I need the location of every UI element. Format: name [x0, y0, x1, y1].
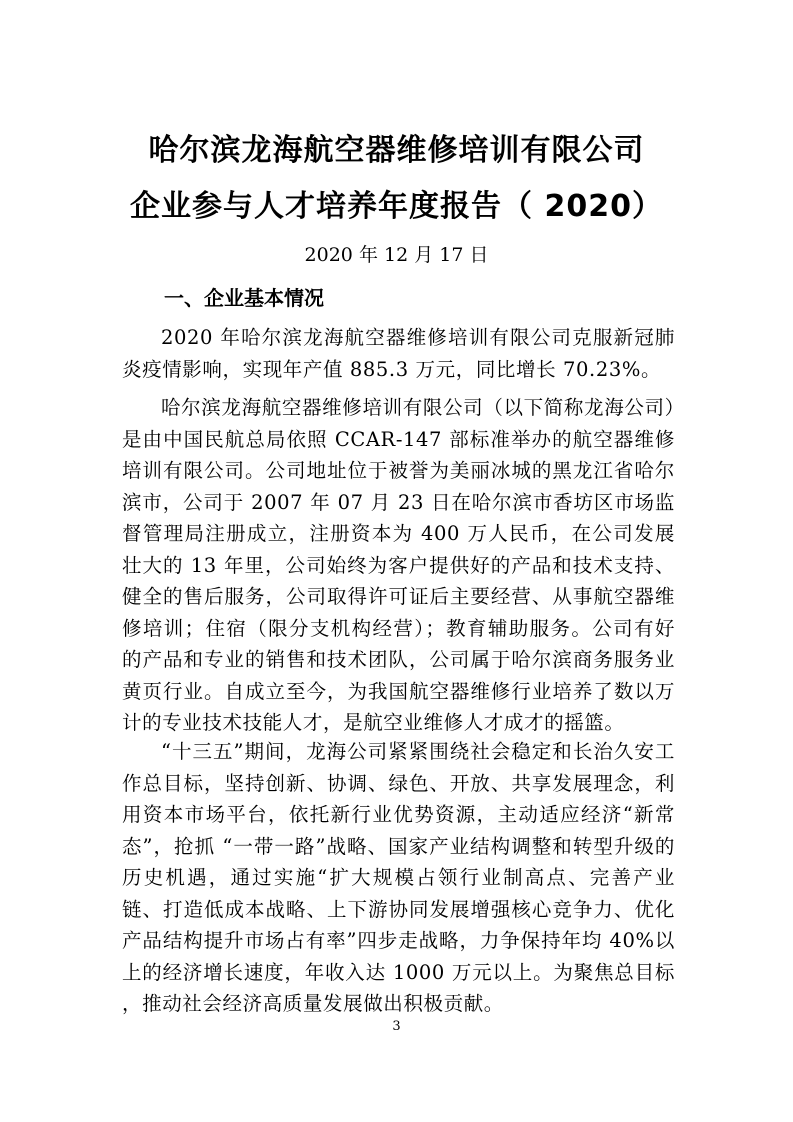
paragraph-company-profile: 哈尔滨龙海航空器维修培训有限公司（以下简称龙海公司）是由中国民航总局依照 CCAR-147 部标准举办的航空器维修培训有限公司。公司地址位于被誉为美丽冰城的黑龙江省哈尔滨市，公司于 2007 年 07 月 23 日在哈尔滨市香坊区市场监督管理局注册成立，注册资本为 400 万人民币，在公司发展壮大的 13 年里，公司始终为客户提供好的产品和技术支持、健全的售后服务，公司取得许可证后主要经营、从事航空器维修培训；住宿（限分支机构经营）；教育辅助服务。公司有好的产品和专业的销售和技术团队，公司属于哈尔滨商务服务业黄页行业。自成立至今，为我国航空器维修行业培养了数以万计的专业技术技能人才，是航空业维修人才成才的摇篮。 — [122, 396, 675, 734]
paragraph-development-plan: “十三五”期间，龙海公司紧紧围绕社会稳定和长治久安工作总目标，坚持创新、协调、绿色、开放、共享发展理念，利用资本市场平台，依托新行业优势资源，主动适应经济“新常态”，抢抓 “一带一路”战略、国家产业结构调整和转型升级的历史机遇，通过实施“扩大规模占领行业制高点、完善产业链、打造低成本战略、上下游协同发展增强核心竞争力、优化产品结构提升市场占有率”四步走战略，力争保持年均 40%以上的经济增长速度，年收入达 1000 万元以上。为聚焦总目标 ，推动社会经济高质量发展做出积极贡献。 — [122, 740, 675, 1015]
report-date: 2020 年 12 月 17 日 — [304, 244, 489, 266]
document-title-line-1: 哈尔滨龙海航空器维修培训有限公司 — [148, 133, 645, 168]
document-title-line-2: 企业参与人才培养年度报告（ 2020） — [130, 189, 663, 224]
section-heading-basic-info: 一、企业基本情况 — [164, 286, 324, 310]
page-number: 3 — [392, 1019, 401, 1034]
paragraph-output-value: 2020 年哈尔滨龙海航空器维修培训有限公司克服新冠肺炎疫情影响，实现年产值 885.3 万元，同比增长 70.23%。 — [122, 326, 675, 381]
